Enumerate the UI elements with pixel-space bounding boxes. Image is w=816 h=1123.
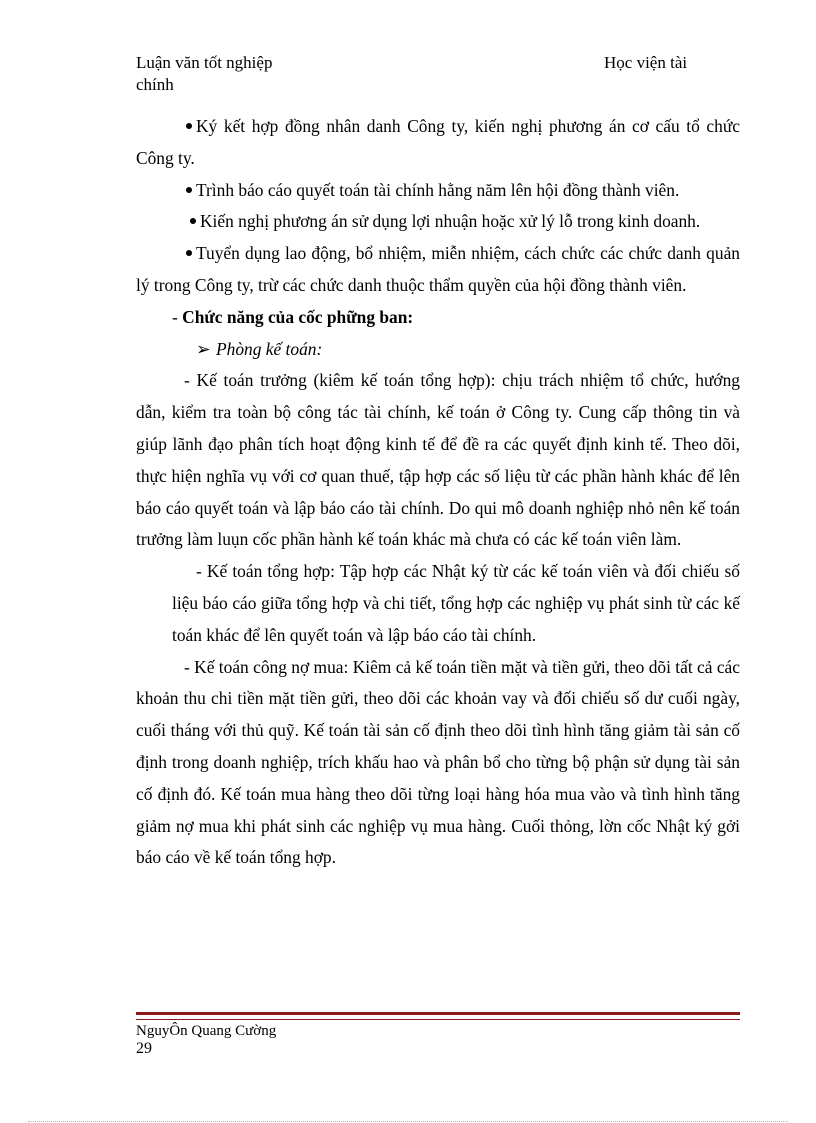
- bullet-paragraph: Ký kết hợp đồng nhân danh Công ty, kiến nghị phương án cơ cấu tổ chức Công ty.: [136, 116, 740, 168]
- paragraph-ke-toan-cong-no: - Kế toán công nợ mua: Kiêm cả kế toán tiền mặt và tiền gửi, theo dõi tất cả các khoản thu chi tiền mặt tiền gửi, theo dõi các khoản vay và đối chiếu số dư cuối ngày, cuối tháng với thủ quỹ. Kế toán tài sản cố định theo dõi tình hình tăng giảm tài sản cố định trong doanh nghiệp, trích khấu hao và phân bổ cho từng bộ phận sử dụng tài sản cố định đó. Kế toán mua hàng theo dõi từng loại hàng hóa mua vào và tình hình tăng giảm nợ mua khi phát sinh các nghiệp vụ mua hàng. Cuối thỏng, lờn cốc Nhật ký gởi báo cáo về kế toán tổng hợp.: [136, 656, 740, 868]
- footer-author: NguyÔn Quang Cường: [136, 1023, 277, 1039]
- bullet-paragraph: Trình báo cáo quyết toán tài chính hằng năm lên hội đồng thành viên.: [136, 175, 740, 207]
- bullet-icon: [186, 250, 192, 256]
- bullet-icon: [186, 187, 192, 193]
- header-title-left: Luận văn tốt nghiệp: [136, 53, 273, 72]
- page-edge-divider: [28, 1121, 788, 1122]
- section-heading: - Chức năng của cốc phững ban:: [172, 306, 414, 327]
- page-body: [136, 111, 740, 874]
- bullet-icon: [186, 123, 192, 129]
- header-title-right: Học viện tài: [604, 53, 688, 72]
- bullet-icon: [190, 218, 196, 224]
- page-number: 29: [136, 1040, 152, 1057]
- header-title-right-continued: chính: [136, 75, 174, 94]
- arrow-bullet-icon: ➢: [196, 338, 211, 359]
- footer-divider: [136, 1012, 740, 1020]
- subsection-heading: ➢ Phòng kế toán:: [136, 334, 740, 366]
- bullet-paragraph: Kiến nghị phương án sử dụng lợi nhuận hoặc xử lý lỗ trong kinh doanh.: [136, 206, 740, 238]
- paragraph-ke-toan-tong-hop: - Kế toán tổng hợp: Tập hợp các Nhật ký từ các kế toán viên và đối chiếu số liệu báo cáo giữa tổng hợp và chi tiết, tổng hợp các nghiệp vụ phát sinh từ các kế toán khác để lên quyết toán và lập báo cáo tài chính.: [172, 561, 740, 645]
- paragraph-ke-toan-truong: - Kế toán trưởng (kiêm kế toán tổng hợp): chịu trách nhiệm tổ chức, hướng dẫn, kiểm tra toàn bộ công tác tài chính, kế toán ở Công ty. Cung cấp thông tin và giúp lãnh đạo phân tích hoạt động kinh tế để đề ra các quyết định kinh tế. Theo dõi, thực hiện nghĩa vụ với cơ quan thuế, tập hợp các số liệu từ các phần hành khác để lên báo cáo quyết toán và lập báo cáo tài chính. Do qui mô doanh nghiệp nhỏ nên kế toán trưởng làm luụn cốc phần hành kế toán khác mà chưa có các kế toán viên làm.: [136, 370, 740, 550]
- bullet-paragraph: Tuyển dụng lao động, bổ nhiệm, miễn nhiệm, cách chức các chức danh quản lý trong Công ty, trừ các chức danh thuộc thẩm quyền của hội đồng thành viên.: [136, 243, 740, 295]
